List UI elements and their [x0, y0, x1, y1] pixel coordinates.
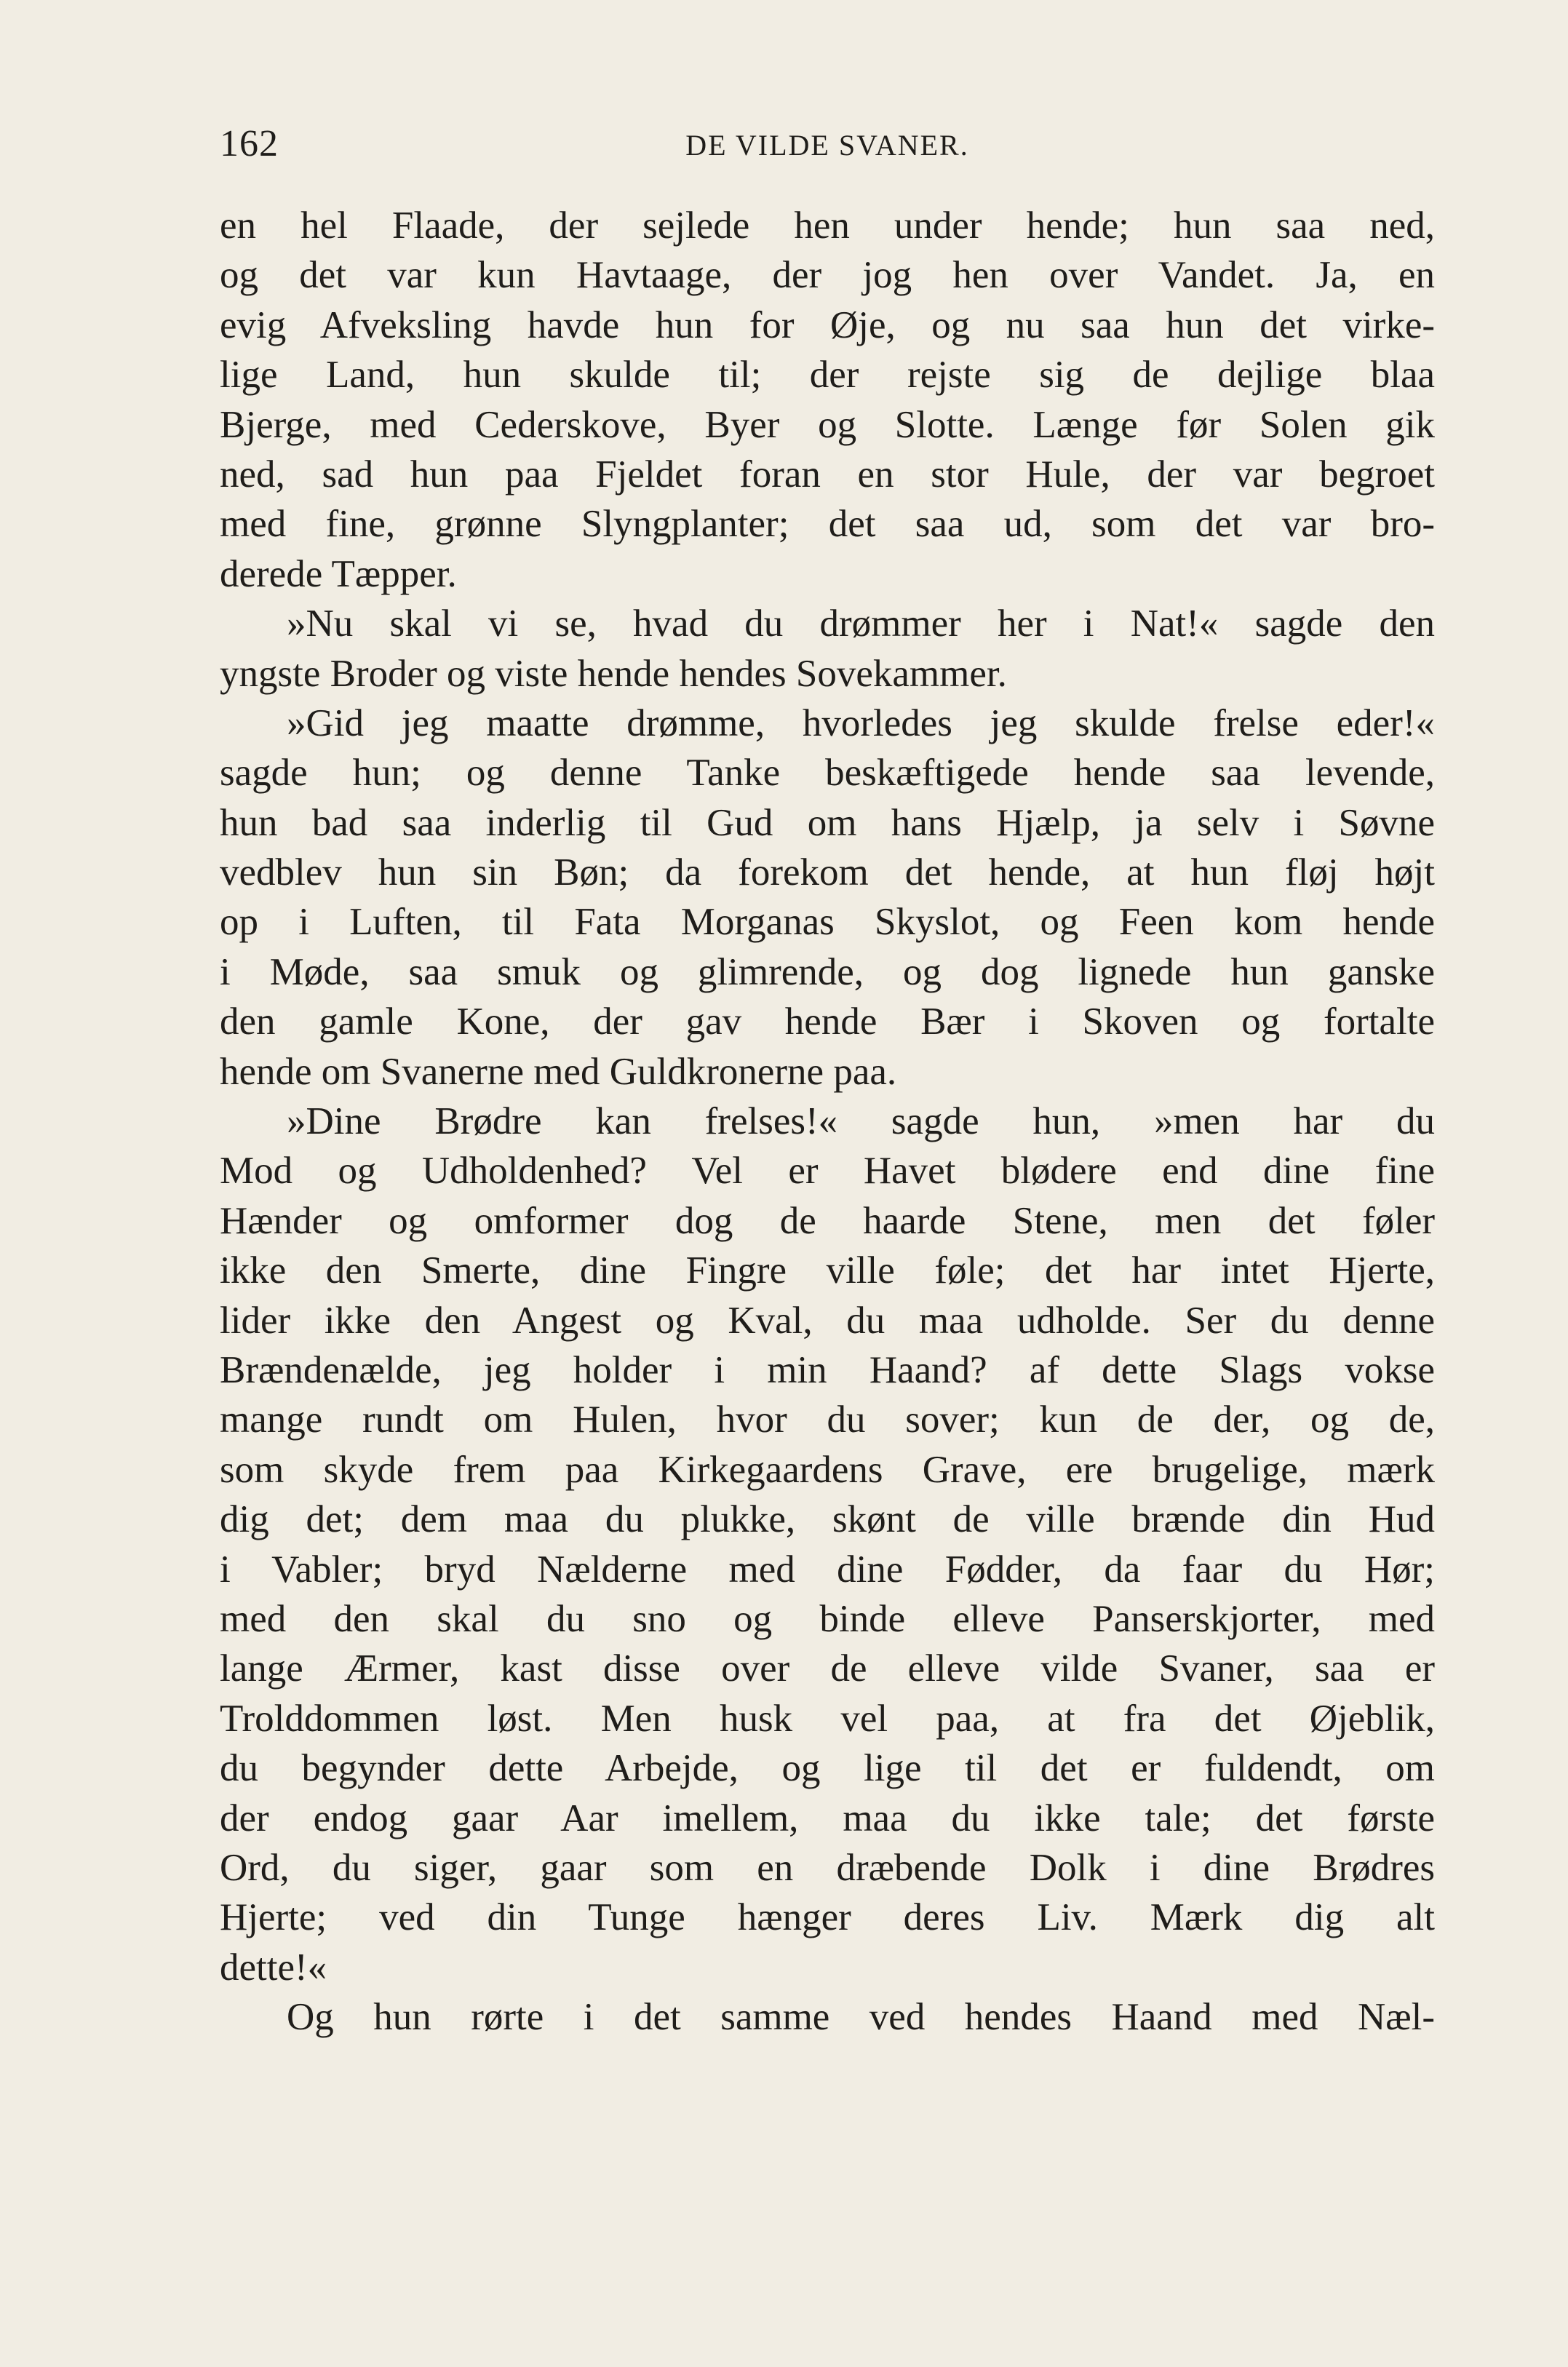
text-line: sagde hun; og denne Tanke beskæftigede hende saa levende, — [220, 752, 1435, 795]
text-line: du begynder dette Arbejde, og lige til det er fuldendt, om — [220, 1747, 1435, 1790]
text-line: yngste Broder og viste hende hendes Sovekammer. — [220, 652, 1007, 695]
text-line: Hænder og omformer dog de haarde Stene, men det føler — [220, 1199, 1435, 1242]
text-line: en hel Flaade, der sejlede hen under hende; hun saa ned, — [220, 204, 1435, 247]
text-line: Ord, du siger, gaar som en dræbende Dolk i dine Brødres — [220, 1846, 1435, 1889]
chapter-title: DE VILDE SVANER. — [685, 129, 969, 162]
text-line: lider ikke den Angest og Kval, du maa udholde. Ser du denne — [220, 1299, 1435, 1342]
text-line: ned, sad hun paa Fjeldet foran en stor Hule, der var begroet — [220, 453, 1435, 496]
text-line: mange rundt om Hulen, hvor du sover; kun de der, og de, — [220, 1399, 1435, 1441]
text-line: Bjerge, med Cederskove, Byer og Slotte. Længe før Solen gik — [220, 403, 1435, 446]
text-line: hun bad saa inderlig til Gud om hans Hjælp, ja selv i Søvne — [220, 801, 1435, 844]
text-line: »Dine Brødre kan frelses!« sagde hun, »men har du — [287, 1100, 1435, 1143]
text-line: hende om Svanerne med Guldkronerne paa. — [220, 1050, 897, 1093]
text-line: »Nu skal vi se, hvad du drømmer her i Nat!« sagde den — [287, 602, 1435, 645]
text-line: Og hun rørte i det samme ved hendes Haand med Næl- — [287, 1996, 1435, 2039]
text-line: med fine, grønne Slyngplanter; det saa ud, som det var bro- — [220, 503, 1435, 546]
text-line: den gamle Kone, der gav hende Bær i Skoven og fortalte — [220, 1000, 1435, 1043]
text-line: og det var kun Havtaage, der jog hen over Vandet. Ja, en — [220, 254, 1435, 297]
text-line: dig det; dem maa du plukke, skønt de ville brænde din Hud — [220, 1498, 1435, 1541]
text-line: lige Land, hun skulde til; der rejste sig de dejlige blaa — [220, 354, 1435, 397]
text-line: med den skal du sno og binde elleve Panserskjorter, med — [220, 1597, 1435, 1640]
text-line: lange Ærmer, kast disse over de elleve vilde Svaner, saa er — [220, 1647, 1435, 1690]
running-head — [220, 122, 1435, 173]
text-line: Brændenælde, jeg holder i min Haand? af dette Slags vokse — [220, 1348, 1435, 1391]
text-line: Trolddommen løst. Men husk vel paa, at fra det Øjeblik, — [220, 1697, 1435, 1740]
page-number: 162 — [220, 123, 279, 164]
body-text — [220, 201, 1435, 2042]
text-line: Hjerte; ved din Tunge hænger deres Liv. Mærk dig alt — [220, 1896, 1435, 1939]
text-line: op i Luften, til Fata Morganas Skyslot, og Feen kom hende — [220, 901, 1435, 944]
text-line: i Møde, saa smuk og glimrende, og dog lignede hun ganske — [220, 950, 1435, 993]
text-line: der endog gaar Aar imellem, maa du ikke tale; det første — [220, 1797, 1435, 1839]
text-line: dette!« — [220, 1946, 327, 1989]
text-line: som skyde frem paa Kirkegaardens Grave, ere brugelige, mærk — [220, 1448, 1435, 1491]
text-line: i Vabler; bryd Nælderne med dine Fødder, da faar du Hør; — [220, 1548, 1435, 1591]
text-line: Mod og Udholdenhed? Vel er Havet blødere end dine fine — [220, 1150, 1435, 1193]
text-line: evig Afveksling havde hun for Øje, og nu saa hun det virke- — [220, 303, 1435, 346]
text-line: derede Tæpper. — [220, 552, 457, 595]
text-line: »Gid jeg maatte drømme, hvorledes jeg skulde frelse eder!« — [287, 701, 1435, 744]
text-line: ikke den Smerte, dine Fingre ville føle; det har intet Hjerte, — [220, 1249, 1435, 1292]
text-line: vedblev hun sin Bøn; da forekom det hende, at hun fløj højt — [220, 851, 1435, 894]
